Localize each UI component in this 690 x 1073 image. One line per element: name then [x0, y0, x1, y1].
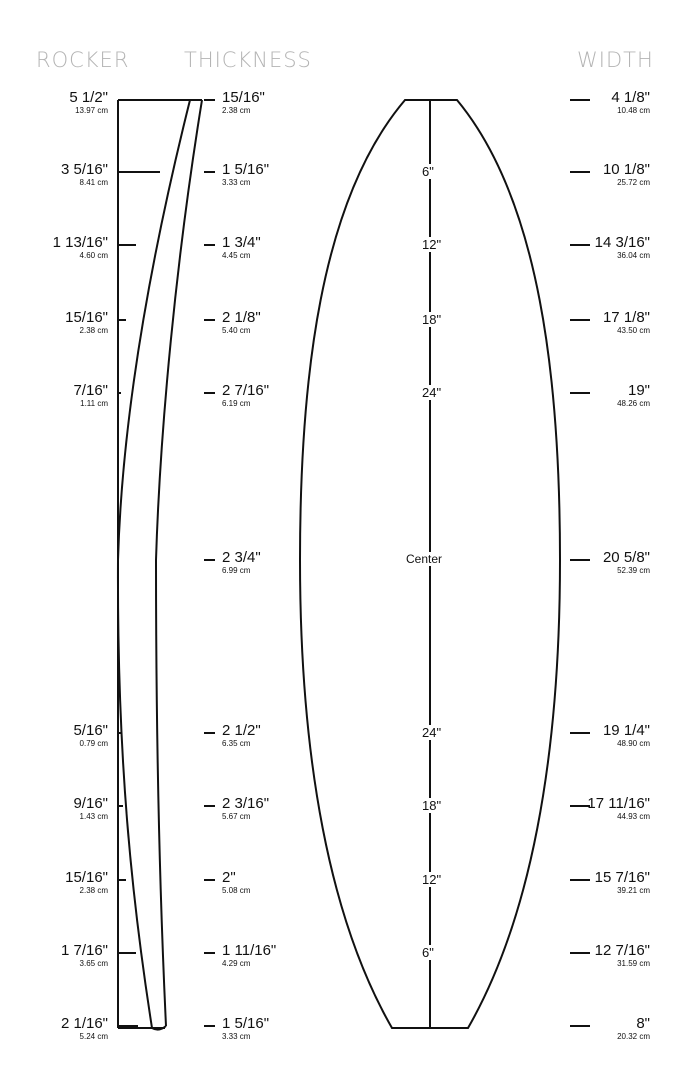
length-mark: 12" [422, 237, 442, 252]
thickness-inches: 2 3/4" [222, 549, 261, 566]
rocker-cm: 2.38 cm [79, 326, 108, 335]
width-cm: 36.04 cm [617, 251, 650, 260]
width-label [570, 235, 650, 260]
width-cm: 39.21 cm [617, 886, 650, 895]
rocker-ticks [118, 100, 160, 1026]
rocker-cm: 2.38 cm [79, 886, 108, 895]
rocker-inches: 2 1/16" [60, 1015, 108, 1032]
thickness-label [222, 1016, 269, 1041]
width-header: WIDTH [577, 48, 654, 72]
thickness-label [222, 162, 269, 187]
length-mark: 18" [422, 798, 442, 813]
length-mark: 6" [422, 164, 434, 179]
thickness-header: THICKNESS [184, 48, 312, 72]
width-label [570, 162, 650, 187]
width-label [570, 1016, 650, 1041]
rocker-inches: 1 7/16" [60, 942, 108, 959]
width-inches: 15 7/16" [594, 869, 650, 886]
length-mark: 24" [422, 725, 442, 740]
width-inches: 14 3/16" [594, 234, 650, 251]
rocker-label [8, 796, 108, 821]
board-deck-curve [156, 100, 202, 1026]
rocker-inches: 5 1/2" [69, 89, 108, 106]
rocker-cm: 4.60 cm [79, 251, 108, 260]
width-cm: 31.59 cm [617, 959, 650, 968]
thickness-label [222, 383, 269, 408]
width-label [570, 550, 650, 575]
width-cm: 48.26 cm [617, 399, 650, 408]
rocker-cm: 1.11 cm [80, 399, 108, 408]
length-mark: 18" [422, 312, 442, 327]
rocker-label [8, 723, 108, 748]
thickness-inches: 2 1/8" [222, 309, 261, 326]
width-cm: 20.32 cm [617, 1032, 650, 1041]
length-mark: 6" [422, 945, 434, 960]
rocker-inches: 7/16" [73, 382, 108, 399]
width-inches: 19 1/4" [602, 722, 650, 739]
rocker-cm: 8.41 cm [79, 178, 108, 187]
width-inches: 4 1/8" [611, 89, 650, 106]
rocker-cm: 3.65 cm [79, 959, 108, 968]
rocker-inches: 5/16" [73, 722, 108, 739]
thickness-cm: 3.33 cm [222, 178, 251, 187]
rocker-label [8, 90, 108, 115]
length-mark: 12" [422, 872, 442, 887]
rocker-label [8, 383, 108, 408]
thickness-inches: 1 5/16" [222, 161, 270, 178]
rocker-label [8, 870, 108, 895]
thickness-cm: 3.33 cm [222, 1032, 251, 1041]
rocker-cm: 5.24 cm [79, 1032, 108, 1041]
rocker-label [8, 235, 108, 260]
width-cm: 48.90 cm [617, 739, 650, 748]
board-bottom-curve [118, 100, 190, 1028]
thickness-cm: 2.38 cm [222, 106, 251, 115]
width-inches: 12 7/16" [594, 942, 650, 959]
width-cm: 52.39 cm [617, 566, 650, 575]
thickness-ticks [204, 100, 215, 1026]
thickness-cm: 6.19 cm [222, 399, 251, 408]
width-inches: 19" [627, 382, 650, 399]
thickness-label [222, 550, 261, 575]
width-inches: 17 1/8" [602, 309, 650, 326]
thickness-cm: 6.35 cm [222, 739, 251, 748]
thickness-cm: 5.67 cm [222, 812, 251, 821]
thickness-label [222, 870, 250, 895]
rocker-cm: 13.97 cm [75, 106, 108, 115]
width-label [570, 723, 650, 748]
thickness-inches: 2" [222, 869, 236, 886]
thickness-label [222, 723, 261, 748]
rocker-inches: 3 5/16" [60, 161, 108, 178]
rocker-inches: 15/16" [65, 309, 108, 326]
thickness-inches: 1 3/4" [222, 234, 261, 251]
width-label [570, 870, 650, 895]
length-mark: 24" [422, 385, 442, 400]
rocker-label [8, 1016, 108, 1041]
thickness-inches: 1 5/16" [222, 1015, 270, 1032]
width-inches: 10 1/8" [602, 161, 650, 178]
thickness-inches: 2 1/2" [222, 722, 261, 739]
thickness-inches: 2 7/16" [222, 382, 270, 399]
thickness-inches: 1 11/16" [222, 942, 277, 959]
rocker-cm: 1.43 cm [79, 812, 108, 821]
thickness-label [222, 235, 261, 260]
width-cm: 44.93 cm [617, 812, 650, 821]
width-inches: 20 5/8" [602, 549, 650, 566]
width-cm: 43.50 cm [617, 326, 650, 335]
width-inches: 17 11/16" [587, 795, 650, 812]
thickness-label [222, 943, 276, 968]
thickness-label [222, 310, 261, 335]
thickness-cm: 6.99 cm [222, 566, 251, 575]
rocker-inches: 9/16" [73, 795, 108, 812]
thickness-cm: 4.29 cm [222, 959, 251, 968]
thickness-label [222, 90, 265, 115]
width-label [570, 943, 650, 968]
rocker-inches: 1 13/16" [52, 234, 108, 251]
rocker-inches: 15/16" [65, 869, 108, 886]
thickness-inches: 15/16" [222, 89, 265, 106]
width-label [570, 796, 650, 821]
thickness-cm: 4.45 cm [222, 251, 251, 260]
width-label [570, 310, 650, 335]
width-inches: 8" [636, 1015, 650, 1032]
center-mark: Center [406, 552, 443, 566]
thickness-label [222, 796, 269, 821]
rocker-label [8, 162, 108, 187]
rocker-header: ROCKER [36, 48, 130, 72]
thickness-inches: 2 3/16" [222, 795, 270, 812]
width-label [570, 90, 650, 115]
rocker-cm: 0.79 cm [79, 739, 108, 748]
thickness-cm: 5.40 cm [222, 326, 251, 335]
rocker-label [8, 310, 108, 335]
rocker-label [8, 943, 108, 968]
width-cm: 10.48 cm [617, 106, 650, 115]
width-cm: 25.72 cm [617, 178, 650, 187]
width-label [570, 383, 650, 408]
thickness-cm: 5.08 cm [222, 886, 251, 895]
